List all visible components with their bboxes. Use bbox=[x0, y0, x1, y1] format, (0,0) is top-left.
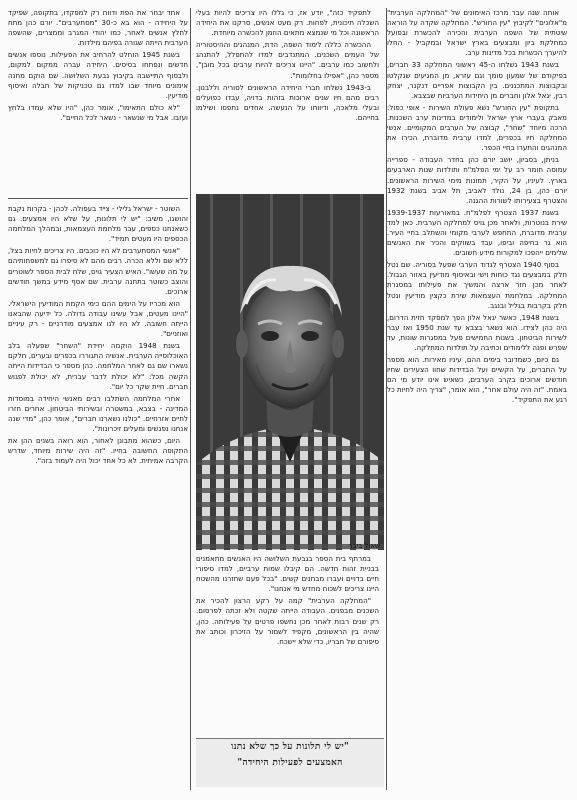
paragraph: הוא מכריז על הימים ההם כימי הקמת המודיעין הישראלי. "היינו מעטים, אבל עשינו עבודה גדולה. כל ידיעה שהבאנו הייתה חשובה. לא היו לנו אמצעים מודרניים - רק עיניים ואוזניים". bbox=[8, 298, 188, 339]
paragraph: בניתן, בסביון, יושב יורם כהן בחדר העבודה - ספרייה עמוסה חומר רב על ימי הפלמ"ח ותולדות שנות הארבעים בארץ. לעיניו, על הקיר, תמונות מימי השירות הראשונים. יורם כהן, בן 24, נולד לאביב, תל אביב בשנת 1932 והצטרף בצעירותו לשורות ההגנה. bbox=[387, 155, 567, 205]
paragraph: בשנת 1943 נשלחו ה-45 ראשוני המחלקה 33 חברים, בפיקודם של שמעון סומך וגם עזרא, מן המגיעים שנקלטו ובקבוצות המתכננים. בין הקבוצות אפריים דנקנר, יצחק רבין, יגאל אלון וחברים מן היחידות הערביות שבצבא. bbox=[387, 60, 567, 100]
paragraph: "לא כולם התאימו", אומר כהן, "היו שלא עמדו בלחץ ועזבו. אבל מי שנשאר - נשאר לכל החיים". bbox=[8, 102, 188, 122]
column-divider bbox=[386, 8, 387, 790]
pull-quote bbox=[196, 738, 384, 787]
article-column-middle-top bbox=[196, 8, 379, 188]
photo-caption bbox=[196, 540, 384, 552]
article-column-left-top bbox=[8, 8, 188, 192]
portrait-photo-image bbox=[196, 194, 384, 550]
paragraph: ההכשרה כללה לימוד השפה, הדת, המנהגים וההיסטוריה של העמים השכנים. המתנדבים למדו להתפלל, להתנהג ולחשוב כמו ערבים. "היינו צריכים להיות ערבים בכל מובן", מספר כהן, "אפילו בחלומות". bbox=[196, 40, 379, 80]
paragraph: בסוף 1940 הצטרף לגדוד הערבי שפעל בסוריה. שם נטל חלק במבצעים נגד כוחות וישי ובאיסוף מודיעין באזור הגבול. לאחר מכן חזר ארצה והמשיך את פעילותו במסגרת המחלקה. במלחמת העצמאות שירת כקצין מודיעין ונטל חלק בקרבות בגליל ובנגב. bbox=[387, 260, 567, 310]
article-column-right bbox=[387, 8, 567, 790]
paragraph: בשנת 1937 הצטרף לפלמ"ח. במאורעות 1939-1937 שירת בנוטרות, ולאחר מכן גויס למחלקה הערבית. כאן למד ערבית מדוברת, התחפש לערבי מקומי והשתלב בחיי העיר. הוא גר בחיפה וביפו, עבד בשווקים והכיר את האנשים שלימים ייהפכו למקורות מידע חשובים. bbox=[387, 207, 567, 258]
paragraph: היום, כשהוא מתבונן לאחור, הוא רואה בשנים ההן את התקופה החשובה בחייו. "זה היה שירות מיוחד, שדרש הקרבה אמיתית. לא כל אחד יכול היה לעמוד בזה". bbox=[8, 436, 188, 466]
paragraph: ב-1943 נשלחו חברי היחידה הראשונים לסוריה וללבנון. רבים מהם חיו שנים ארוכות בזהות בדויה, עבדו כפועלים ובעלי מלאכה, ודיווחו על הנעשה. אחדים נתפסו ושילמו בחייהם. bbox=[196, 82, 379, 122]
paragraph: בשנת 1945 הוחלט להרחיב את הפעילות. נוספו אנשים חדשים ונפתחו בסיסים. היחידה עברה ממקום למקום, ולבסוף התיישבה בקיבוץ גבעת השלושה. שם הוקם מחנה אימונים מיוחד שבו למדו גם טכניקות של חבלה ואיסוף מודיעין. bbox=[8, 50, 188, 100]
paragraph: בשנת 1948 הוקמה יחידת "השחר" שפעלה בלב האוכלוסייה הערבית. אנשיה התגוררו בכפרים ובערים, חלקם נשארו שם גם לאחר המלחמה. כהן מספר כי הבדידות הייתה הקשה מכל: "לא יכולת לדבר עברית, לא יכולת לפגוש חברים. חיית שקר כל יום". bbox=[8, 341, 188, 391]
portrait-photo bbox=[196, 194, 384, 550]
paragraph: "המחלקה הערבית" קמה על רקע הרצון להכיר את השכנים מבפנים. העבודה הייתה שקטה ולא זכתה לפרסום. רק שנים רבות לאחר מכן נחשפו פרטים על פעילותה. כהן, שהיה בין הראשונים, מקפיד לשמור על הזיכרון וכותב את סיפורם של חבריו, כדי שלא יישכח. bbox=[196, 596, 379, 646]
paragraph: גם כיום, כשמדובר בימים ההם, עיניו מאירות. הוא מספר על החברים, על הקשיים ועל הבדידות שחוו הצעירים שחיו חודשים ארוכים בקרב הערבים, כשאיש אינו יודע מי הם באמת. "זה היה עולם אחר", הוא אומר, "צריך היה לחיות כל רגע את התפקיד". bbox=[387, 355, 567, 405]
article-column-middle-bottom bbox=[196, 554, 379, 730]
pull-quote-line: האמצעים לפעילות היחידה" bbox=[237, 758, 343, 768]
paragraph: השוטר - ישראל גלילי - צייד בעפולה. לכהן - בקרות נקבת והושגו, משיב: "יש לי תלונות, על שלא היו אמצעים. גם כשאנחנו כספים, עבר מלחמת העצמאות, ובמהלך המלחמה הכספים היו מעטים תמיד". bbox=[8, 204, 188, 244]
paragraph: בשנת 1948, כאשר יגאל אלון הפך למפקד חזית הדרום, היה כהן לצידו. הוא נשאר בצבא עד שנת 1950 ואז עבר לשירות הביטחון. בשנות החמישים פעל במסגרות שונות, עד שפרש ופנה ללימודים וכתיבה על תולדות המחלקה. bbox=[387, 312, 567, 352]
paragraph: לתפקיד כזה", יודע אז, כי גללו היו צריכים להיות בעלי השכלה תיכונית, לפחות. רק מעט אנשים, סרקנו את היחידה הראשונה וכל מי שנמצא מתאים הוזמן להכשרה מיוחדת. bbox=[196, 8, 379, 38]
column-divider bbox=[190, 8, 191, 790]
paragraph: "אנשי המסתערבים לא היו כוכבים. היו צריכים לחיות בצל, ללא שם וללא הכרה. רבים מהם לא סיפרו גם למשפחותיהם על מה שעשו". האיש הצעיר גויס, שלח לבית הספר לשוטרים והוצב כשוטר בתחנה ערבית. שם אסף מידע במשך חודשים ארוכים. bbox=[8, 246, 188, 296]
paragraph: בתקופת "עין החורש" נשא פעולת השירות - אופי כפול: מאבק בעברי ארץ ישראל ולימודים במדינות ערב השכנות. הרכה מיוחד "שחר", קבוצה של הערבים המקומיים. אנשי המחלקה חיו בכפרים, למדו ערבית מדוברת, הכירו את המנהגים והתערו בחיי הכפר. bbox=[387, 102, 567, 153]
photographer-credit: שאול ביבר bbox=[348, 542, 380, 550]
article-column-left bbox=[8, 204, 188, 790]
paragraph: אחד יבחר את הפת ודווח רק למפקדו, בתקופה, שפיקד על היחידה - הוא בא כ-30 "מסתערבים". יורם כהן מתח לחלץ אנשים לאחר, כמו יהודי המגרב וממצרים, שהשפה הערבית הייתה שגורה בפיהם מילדות. bbox=[8, 8, 188, 48]
pull-quote-line: "יש לי תלונות על כך שלא נתנו bbox=[230, 742, 350, 752]
paragraph: אותה שנה עבר מרכז האימונים של "המחלקה הערבית" מ"אלונים" לקיבוץ "עין החורש". המחלקה שקדה על הוראה שיטתית של השפה הערבית והכירה להכשרת ובפועל כמחלקת ביון ומבצעים בארץ ישראל ובמקביל - החלו להיערך הכשרות בכל מדינות ערב. bbox=[387, 8, 567, 58]
paragraph: אחרי המלחמה השתלבו רבים מאנשי היחידה במוסדות המדינה - בצבא, במשטרה ובשירותי הביטחון. אחרים חזרו לחיים אזרחיים. "כולנו נשארנו חברים", אומר כהן, "מדי שנה אנחנו נפגשים ומעלים זיכרונות". bbox=[8, 393, 188, 433]
paragraph: במרתף בית הספר בגבעת השלושה היו האנשים מתאמנים בבניית זהות חדשה. הם קיבלו שמות ערביים, למדו סיפורי חיים בדויים ועברו מבחנים קשים. "בכל פעם שחזרנו מהשטח היינו צריכים לשכוח מחדש מי אנחנו". bbox=[196, 554, 379, 594]
section-divider bbox=[8, 198, 188, 199]
